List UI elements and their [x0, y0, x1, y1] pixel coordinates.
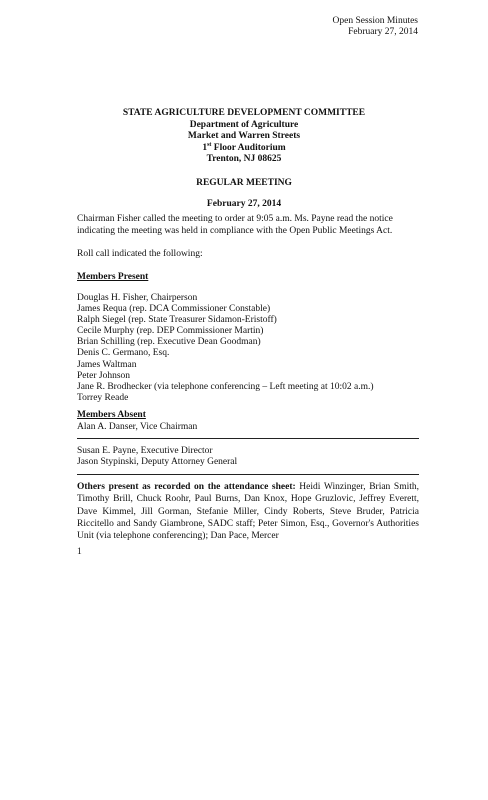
roll-call-paragraph: Roll call indicated the following: [77, 249, 203, 259]
list-item: Ralph Siegel (rep. State Treasurer Sidamon-Eristoff) [77, 315, 277, 326]
floor-number: 1 [202, 142, 208, 153]
list-item: James Requa (rep. DCA Commissioner Constable) [77, 304, 271, 315]
list-item: Peter Johnson [77, 370, 131, 381]
meeting-date: February 27, 2014 [206, 199, 282, 209]
floor-location [0, 143, 488, 155]
city-zip: Trenton, NJ 08625 [206, 154, 282, 164]
street-address: Market and Warren Streets [187, 131, 301, 141]
floor-rest: Floor Auditorium [211, 142, 286, 153]
page-number: 1 [77, 547, 82, 557]
list-item: Cecile Murphy (rep. DEP Commissioner Martin) [77, 326, 264, 337]
department-name: Department of Agriculture [189, 119, 299, 130]
list-item: Alan A. Danser, Vice Chairman [77, 422, 198, 432]
list-item: Susan E. Payne, Executive Director [77, 446, 213, 456]
members-present-list [77, 293, 417, 404]
staff-list [77, 446, 417, 468]
title-block [0, 108, 488, 166]
running-header [333, 16, 419, 38]
list-item: Brian Schilling (rep. Executive Dean Goodman) [77, 337, 261, 348]
list-item: Torrey Reade [77, 392, 129, 403]
list-item: Jane R. Brodhecker (via telephone conferencing – Left meeting at 10:02 a.m.) [77, 381, 374, 392]
header-line-2: February 27, 2014 [348, 27, 418, 37]
call-to-order-paragraph: Chairman Fisher called the meeting to order at 9:05 a.m. Ms. Payne read the notice indicating the meeting was held in compliance with the Open Public Meetings Act. [77, 214, 393, 236]
members-present-heading: Members Present [77, 272, 149, 282]
others-present-text: Heidi Winzinger, Brian Smith, Timothy Brill, Chuck Roohr, Paul Burns, Dan Knox, Hope Gruzlovic, Jeffrey Everett, Dave Kimmel, Jill Gorman, Stefanie Miller, Cindy Roberts, Steve Bruder, Patricia Riccitello and Sandy Giambrone, SADC staff; Peter Simon, Esq., Governor's Authorities Unit (via telephone conferencing); Dan Pace, Mercer [77, 482, 420, 542]
others-present-paragraph [77, 481, 419, 542]
list-item: Douglas H. Fisher, Chairperson [77, 293, 198, 303]
list-item: Jason Stypinski, Deputy Attorney General [77, 457, 238, 468]
divider-top [77, 438, 419, 439]
members-absent-heading: Members Absent [77, 410, 146, 420]
divider-bottom [77, 474, 419, 475]
others-present-lead: Others present as recorded on the attendance sheet: [77, 482, 296, 492]
list-item: James Waltman [77, 359, 137, 370]
list-item: Denis C. Germano, Esq. [77, 348, 170, 359]
meeting-type: REGULAR MEETING [196, 178, 292, 188]
members-absent-list [77, 422, 417, 433]
committee-name: STATE AGRICULTURE DEVELOPMENT COMMITTEE [122, 108, 366, 118]
floor-suffix: st [207, 141, 212, 148]
header-line-1: Open Session Minutes [332, 16, 418, 26]
